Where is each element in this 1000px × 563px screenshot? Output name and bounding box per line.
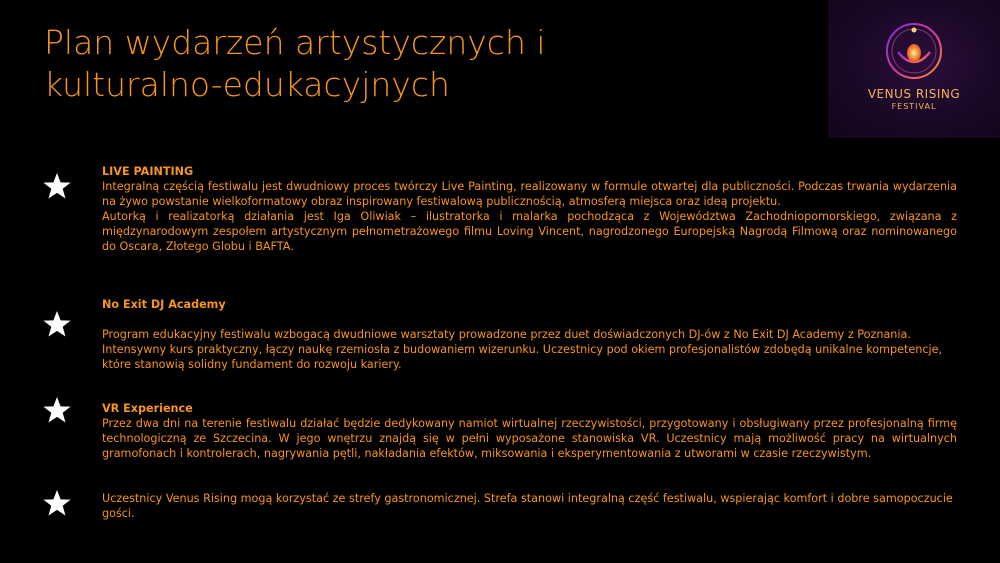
venus-rising-emblem-icon: [883, 20, 945, 82]
festival-logo: [828, 0, 1000, 138]
slide-title: [44, 22, 744, 106]
section-paragraph: Przez dwa dni na terenie festiwalu działać będzie dedykowany namiot wirtualnej rzeczywistości, przygotowany i obsługiwany przez profesjonalną firmę technologiczną ze Szczecina. W jego wnętrzu znajdą się w pełni wyposażone stanowiska VR. Uczestnicy mają możliwość pracy na wirtualnych gramofonach i kontrolerach, nagrywania pętli, nakładania efektów, miksowania i eksperymentowania z utworami w czasie rzeczywistym.: [102, 417, 957, 460]
star-bullet-icon: [42, 489, 72, 517]
slide-title-line-2: kulturalno-edukacyjnych: [44, 65, 450, 104]
section-heading: LIVE PAINTING: [102, 165, 194, 178]
section-heading: No Exit DJ Academy: [102, 298, 226, 311]
section-paragraph: Integralną częścią festiwalu jest dwudniowy proces twórczy Live Painting, realizowany w formule otwartej dla publiczności. Podczas trwania wydarzenia na żywo powstanie wielkoformatowy obraz inspirowany festiwalową publicznością, atmosferą miejsca oraz ideą projektu.: [102, 180, 957, 208]
star-bullet-icon: [42, 396, 72, 424]
section-paragraph: Program edukacyjny festiwalu wzbogacą dwudniowe warsztaty prowadzone przez duet doświadczonych DJ-ów z No Exit DJ Academy z Poznania. Intensywny kurs praktyczny, łączy naukę rzemiosła z budowaniem wizerunku. Uczestnicy pod okiem profesjonalistów zdobędą unikalne kompetencje, które stanowią solidny fundament do rozwoju kariery.: [102, 328, 943, 371]
section-heading: VR Experience: [102, 402, 193, 415]
section-paragraph: Uczestnicy Venus Rising mogą korzystać ze strefy gastronomicznej. Strefa stanowi integralną część festiwalu, wspierając komfort i dobre samopoczucie gości.: [102, 492, 953, 520]
section-vr-experience: [102, 401, 957, 461]
section-dj-academy: [102, 297, 957, 372]
section-gastronomy: [102, 491, 957, 521]
star-bullet-icon: [42, 310, 72, 338]
star-bullet-icon: [42, 172, 72, 200]
logo-name: VENUS RISING: [867, 87, 961, 101]
section-live-painting: [102, 164, 957, 254]
logo-subtitle: FESTIVAL: [891, 102, 937, 111]
section-paragraph: Autorką i realizatorką działania jest Iga Oliwiak – ilustratorka i malarka pochodząca z Województwa Zachodniopomorskiego, związana z międzynarodowym zespołem artystycznym pełnometrażowego filmu Loving Vincent, nagrodzonego Europejską Nagrodą Filmową oraz nominowanego do Oscara, Złotego Globu i BAFTA.: [102, 210, 957, 253]
slide-title-line-1: Plan wydarzeń artystycznych i: [44, 23, 546, 62]
